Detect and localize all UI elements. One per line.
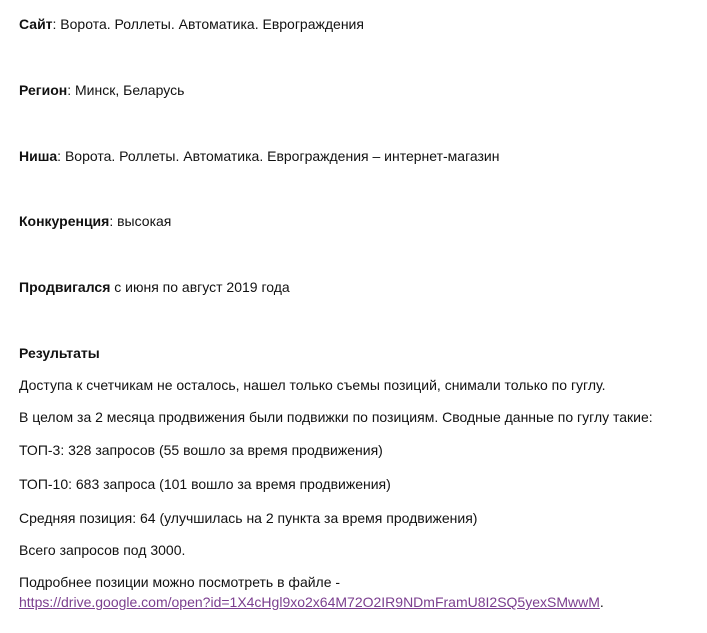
niche-value: : Ворота. Роллеты. Автоматика. Еврограждения – интернет-магазин <box>57 148 500 164</box>
site-label: Сайт <box>19 16 53 32</box>
results-link-line <box>19 592 604 612</box>
competition-label: Конкуренция <box>19 213 110 229</box>
site-line <box>19 14 364 34</box>
results-line-average: Средняя позиция: 64 (улучшилась на 2 пункта за время продвижения) <box>19 510 478 526</box>
results-line-top10: ТОП-10: 683 запроса (101 вошло за время продвижения) <box>19 476 391 492</box>
results-line-access: Доступа к счетчикам не осталось, нашел только съемы позиций, снимали только по гуглу. <box>19 377 606 393</box>
competition-line <box>19 211 171 231</box>
promoted-value: с июня по август 2019 года <box>110 279 290 295</box>
promoted-line <box>19 277 290 297</box>
competition-value: : высокая <box>109 213 172 229</box>
drive-link[interactable]: https://drive.google.com/open?id=1X4cHgl9xo2x64M72O2IR9NDmFramU8I2SQ5yexSMwwM <box>19 594 600 610</box>
promoted-label: Продвигался <box>19 279 111 295</box>
results-line-file: Подробнее позиции можно посмотреть в файле - <box>19 574 341 590</box>
region-line <box>19 80 184 100</box>
niche-label: Ниша <box>19 148 58 164</box>
results-line-top3: ТОП-3: 328 запросов (55 вошло за время продвижения) <box>19 442 383 458</box>
results-heading: Результаты <box>19 345 100 361</box>
niche-line <box>19 146 499 166</box>
region-label: Регион <box>19 82 68 98</box>
results-line-summary: В целом за 2 месяца продвижения были подвижки по позициям. Сводные данные по гуглу такие: <box>19 409 653 425</box>
link-suffix: . <box>599 594 604 610</box>
region-value: : Минск, Беларусь <box>67 82 185 98</box>
results-line-total: Всего запросов под 3000. <box>19 542 186 558</box>
site-value: : Ворота. Роллеты. Автоматика. Еврограждения <box>52 16 364 32</box>
